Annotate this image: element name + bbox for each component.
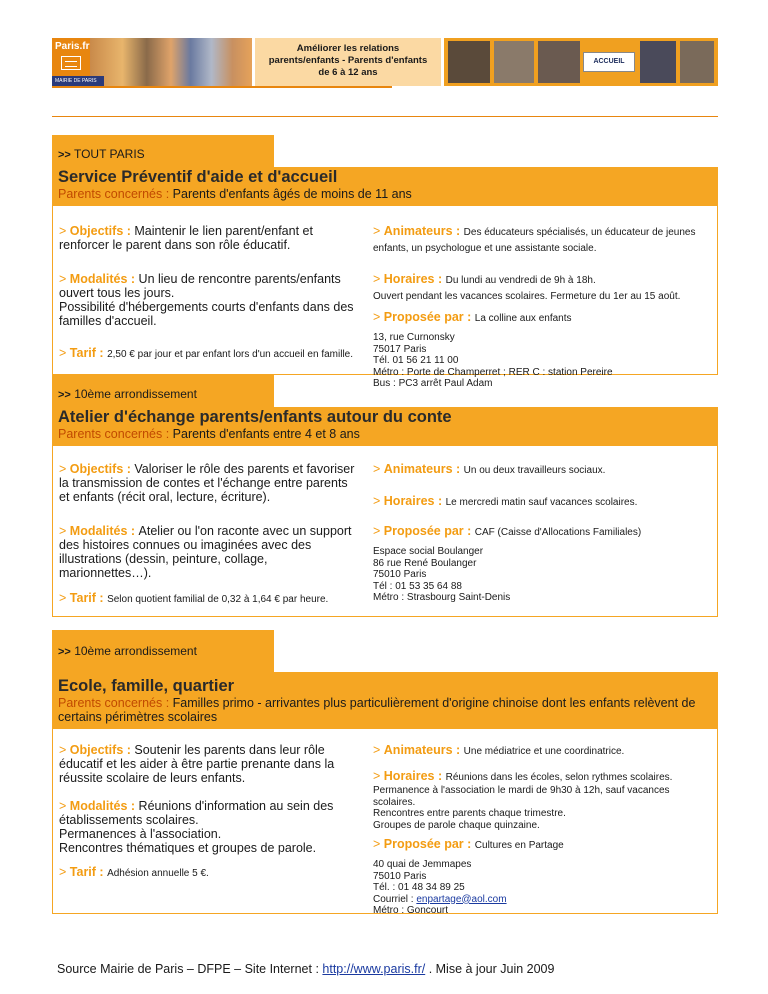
tarif-label: Tarif :: [69, 346, 108, 360]
proposee-field: > Proposée par : CAF (Caisse d'Allocations Familiales): [373, 524, 642, 538]
tarif-field: > Tarif : 2,50 € par jour et par enfant lors d'un accueil en famille.: [59, 346, 354, 360]
footer-link[interactable]: http://www.paris.fr/: [322, 962, 426, 976]
horaires-label: Horaires :: [383, 494, 446, 508]
section-body: [52, 205, 718, 389]
horaires-field: > Horaires : Réunions dans les écoles, selon rythmes scolaires.: [373, 769, 673, 783]
objectifs-value: Soutenir les parents dans leur rôle éducatif et les aider à être partie prenante dans la réussite scolaire de leurs enfants.: [59, 743, 335, 785]
photo-thumbnail: [680, 41, 714, 83]
section-body: [52, 728, 718, 914]
modalites-value: Atelier ou l'on raconte avec un support des histoires connues ou imaginées avec des illustrations (dessin, peinture, collage, marionnettes…).: [59, 524, 352, 580]
parents-concernes: [58, 187, 712, 201]
animateurs-value: Des éducateurs spécialisés, un éducateur de jeunes enfants, un psychologue et une assistante sociale.: [373, 227, 696, 254]
section-header: [52, 672, 718, 728]
horaires-label: Horaires :: [383, 769, 446, 783]
animateurs-value: Un ou deux travailleurs sociaux.: [463, 465, 606, 476]
program-section: [52, 630, 718, 914]
program-section: [52, 135, 718, 389]
modalites-field: > Modalités : Réunions d'information au sein des établissements scolaires. Permanences à l'association. Rencontres thématiques et groupes de parole.: [59, 799, 334, 855]
photo-thumbnail: [494, 41, 534, 83]
horaires-value: Réunions dans les écoles, selon rythmes scolaires.: [445, 772, 673, 783]
paris-emblem-icon: [61, 56, 81, 70]
footer-update: . Mise à jour Juin 2009: [425, 962, 555, 976]
objectifs-value: Maintenir le lien parent/enfant et renforcer le parent dans son rôle éducatif.: [59, 224, 313, 252]
tarif-value: Adhésion annuelle 5 €.: [107, 868, 209, 879]
animateurs-label: Animateurs :: [383, 462, 464, 476]
modalites-field: > Modalités : Atelier ou l'on raconte avec un support des histoires connues ou imaginées avec des illustrations (dessin, peinture, collage, marionnettes…).: [59, 524, 352, 580]
proposee-value: Cultures en Partage: [474, 840, 564, 851]
section-title: Ecole, famille, quartier: [58, 677, 235, 695]
section-title: Atelier d'échange parents/enfants autour du conte: [58, 408, 452, 426]
proposee-label: Proposée par :: [383, 524, 475, 538]
proposee-value: La colline aux enfants: [474, 313, 572, 324]
section-title: Service Préventif d'aide et d'accueil: [58, 168, 338, 186]
page-divider: [52, 116, 718, 117]
arrows-icon: >>: [58, 389, 71, 401]
horaires-label: Horaires :: [383, 272, 446, 286]
email-line: [373, 894, 713, 906]
section-header: [52, 407, 718, 445]
animateurs-label: Animateurs :: [383, 743, 464, 757]
horaires-field: > Horaires : Du lundi au vendredi de 9h à 18h. Ouvert pendant les vacances scolaires. Fermeture du 1er au 15 août.: [373, 272, 681, 302]
animateurs-field: > Animateurs : Un ou deux travailleurs sociaux.: [373, 462, 606, 476]
animateurs-value: Une médiatrice et une coordinatrice.: [463, 746, 625, 757]
parents-value: Parents d'enfants entre 4 et 8 ans: [172, 427, 360, 441]
modalites-label: Modalités :: [69, 524, 139, 538]
modalites-field: > Modalités : Un lieu de rencontre parents/enfants ouvert tous les jours. Possibilité d'hébergements courts d'enfants dans des familles d'accueil.: [59, 272, 354, 328]
district-tab: [52, 135, 274, 167]
email-link[interactable]: enpartage@aol.com: [416, 893, 507, 905]
district-tab: [52, 630, 274, 672]
animateurs-label: Animateurs :: [383, 224, 464, 238]
photo-thumbnail: [538, 41, 580, 83]
horaires-field: > Horaires : Le mercredi matin sauf vacances scolaires.: [373, 494, 638, 508]
horaires-value: Le mercredi matin sauf vacances scolaires.: [445, 497, 638, 508]
modalites-label: Modalités :: [69, 272, 139, 286]
accueil-link[interactable]: ACCUEIL: [583, 52, 635, 72]
metro-line: Métro : Goncourt: [373, 905, 449, 916]
modalites-label: Modalités :: [69, 799, 139, 813]
proposee-label: Proposée par :: [383, 310, 475, 324]
footer: [57, 962, 554, 976]
animateurs-field: > Animateurs : Une médiatrice et une coordinatrice.: [373, 743, 625, 757]
objectifs-label: Objectifs :: [69, 743, 135, 757]
objectifs-value: Valoriser le rôle des parents et favoriser la transmission de contes et l'échange entre parents et enfants (récit oral, lecture, écriture).: [59, 462, 355, 504]
proposee-field: > Proposée par : La colline aux enfants: [373, 310, 572, 324]
arrows-icon: >>: [58, 149, 71, 161]
program-section: [52, 375, 718, 617]
tarif-label: Tarif :: [69, 865, 108, 879]
address-block: 40 quai de Jemmapes 75010 Paris Tél. : 01 48 34 89 25: [373, 859, 472, 893]
banner-divider: [52, 86, 392, 88]
header-photo-right: [444, 38, 718, 86]
proposee-label: Proposée par :: [383, 837, 475, 851]
proposee-field: > Proposée par : Cultures en Partage: [373, 837, 564, 851]
tarif-value: Selon quotient familial de 0,32 à 1,64 € par heure.: [107, 594, 329, 605]
address-block: 13, rue Curnonsky 75017 Paris Tél. 01 56 21 11 00 Métro : Porte de Champerret ; RER C : station Pereire Bus : PC3 arrêt Paul Adam: [373, 332, 613, 389]
parents-concernes: [58, 427, 712, 441]
objectifs-field: > Objectifs : Valoriser le rôle des parents et favoriser la transmission de contes et l'échange entre parents et enfants (récit oral, lecture, écriture).: [59, 462, 355, 504]
objectifs-label: Objectifs :: [69, 462, 135, 476]
district-label: 10ème arrondissement: [74, 644, 197, 658]
district-label: 10ème arrondissement: [74, 387, 197, 401]
district-label: TOUT PARIS: [73, 147, 145, 161]
district-tab: [52, 375, 274, 407]
parents-label: Parents concernés :: [58, 427, 173, 441]
parents-label: Parents concernés :: [58, 187, 173, 201]
objectifs-field: > Objectifs : Soutenir les parents dans leur rôle éducatif et les aider à être partie prenante dans la réussite scolaire de leurs enfants.: [59, 743, 335, 785]
proposee-value: CAF (Caisse d'Allocations Familiales): [474, 527, 642, 538]
tarif-field: > Tarif : Adhésion annuelle 5 €.: [59, 865, 209, 879]
photo-thumbnail: [640, 41, 676, 83]
modalites-value: Réunions d'information au sein des établissements scolaires. Permanences à l'association. Rencontres thématiques et groupes de parole.: [59, 799, 334, 855]
arrows-icon: >>: [58, 646, 71, 658]
objectifs-field: > Objectifs : Maintenir le lien parent/enfant et renforcer le parent dans son rôle éducatif.: [59, 224, 313, 252]
header-photo-collage: [90, 38, 252, 86]
horaires-value: Du lundi au vendredi de 9h à 18h. Ouvert pendant les vacances scolaires. Fermeture du 1er au 15 août.: [373, 275, 681, 302]
email-label: Courriel :: [373, 893, 417, 905]
banner-title: Améliorer les relations parents/enfants - Parents d'enfants de 6 à 12 ans: [268, 43, 428, 78]
section-header: [52, 167, 718, 205]
address-block: Espace social Boulanger 86 rue René Boulanger 75010 Paris Tél : 01 53 35 64 88 Métro : Strasbourg Saint-Denis: [373, 546, 511, 603]
header-banner: [52, 38, 718, 86]
section-body: [52, 445, 718, 617]
tarif-field: > Tarif : Selon quotient familial de 0,32 à 1,64 € par heure.: [59, 591, 329, 605]
parents-label: Parents concernés :: [58, 696, 173, 710]
horaires-details: Permanence à l'association le mardi de 9h30 à 12h, sauf vacances scolaires. Rencontres entre parents chaque trimestre. Groupes de parole chaque quinzaine.: [373, 785, 670, 831]
mairie-de-paris-label: MAIRIE DE PARIS: [52, 76, 104, 86]
parents-value: Parents d'enfants âgés de moins de 11 ans: [172, 187, 412, 201]
modalites-value: Un lieu de rencontre parents/enfants ouvert tous les jours. Possibilité d'hébergements courts d'enfants dans des familles d'accueil.: [59, 272, 354, 328]
parents-concernes: [58, 696, 712, 724]
photo-thumbnail: [448, 41, 490, 83]
tarif-label: Tarif :: [69, 591, 108, 605]
animateurs-field: > Animateurs : Des éducateurs spécialisés, un éducateur de jeunes enfants, un psychologue et une assistante sociale.: [373, 224, 696, 254]
banner-title-box: [255, 38, 441, 86]
parents-value: Familles primo - arrivantes plus particulièrement d'origine chinoise dont les enfants relèvent de certains périmètres scolaires: [58, 696, 696, 724]
objectifs-label: Objectifs :: [69, 224, 135, 238]
tarif-value: 2,50 € par jour et par enfant lors d'un accueil en famille.: [107, 349, 354, 360]
footer-source: Source Mairie de Paris – DFPE – Site Internet :: [57, 962, 323, 976]
logo-text: Paris.fr: [55, 41, 90, 52]
